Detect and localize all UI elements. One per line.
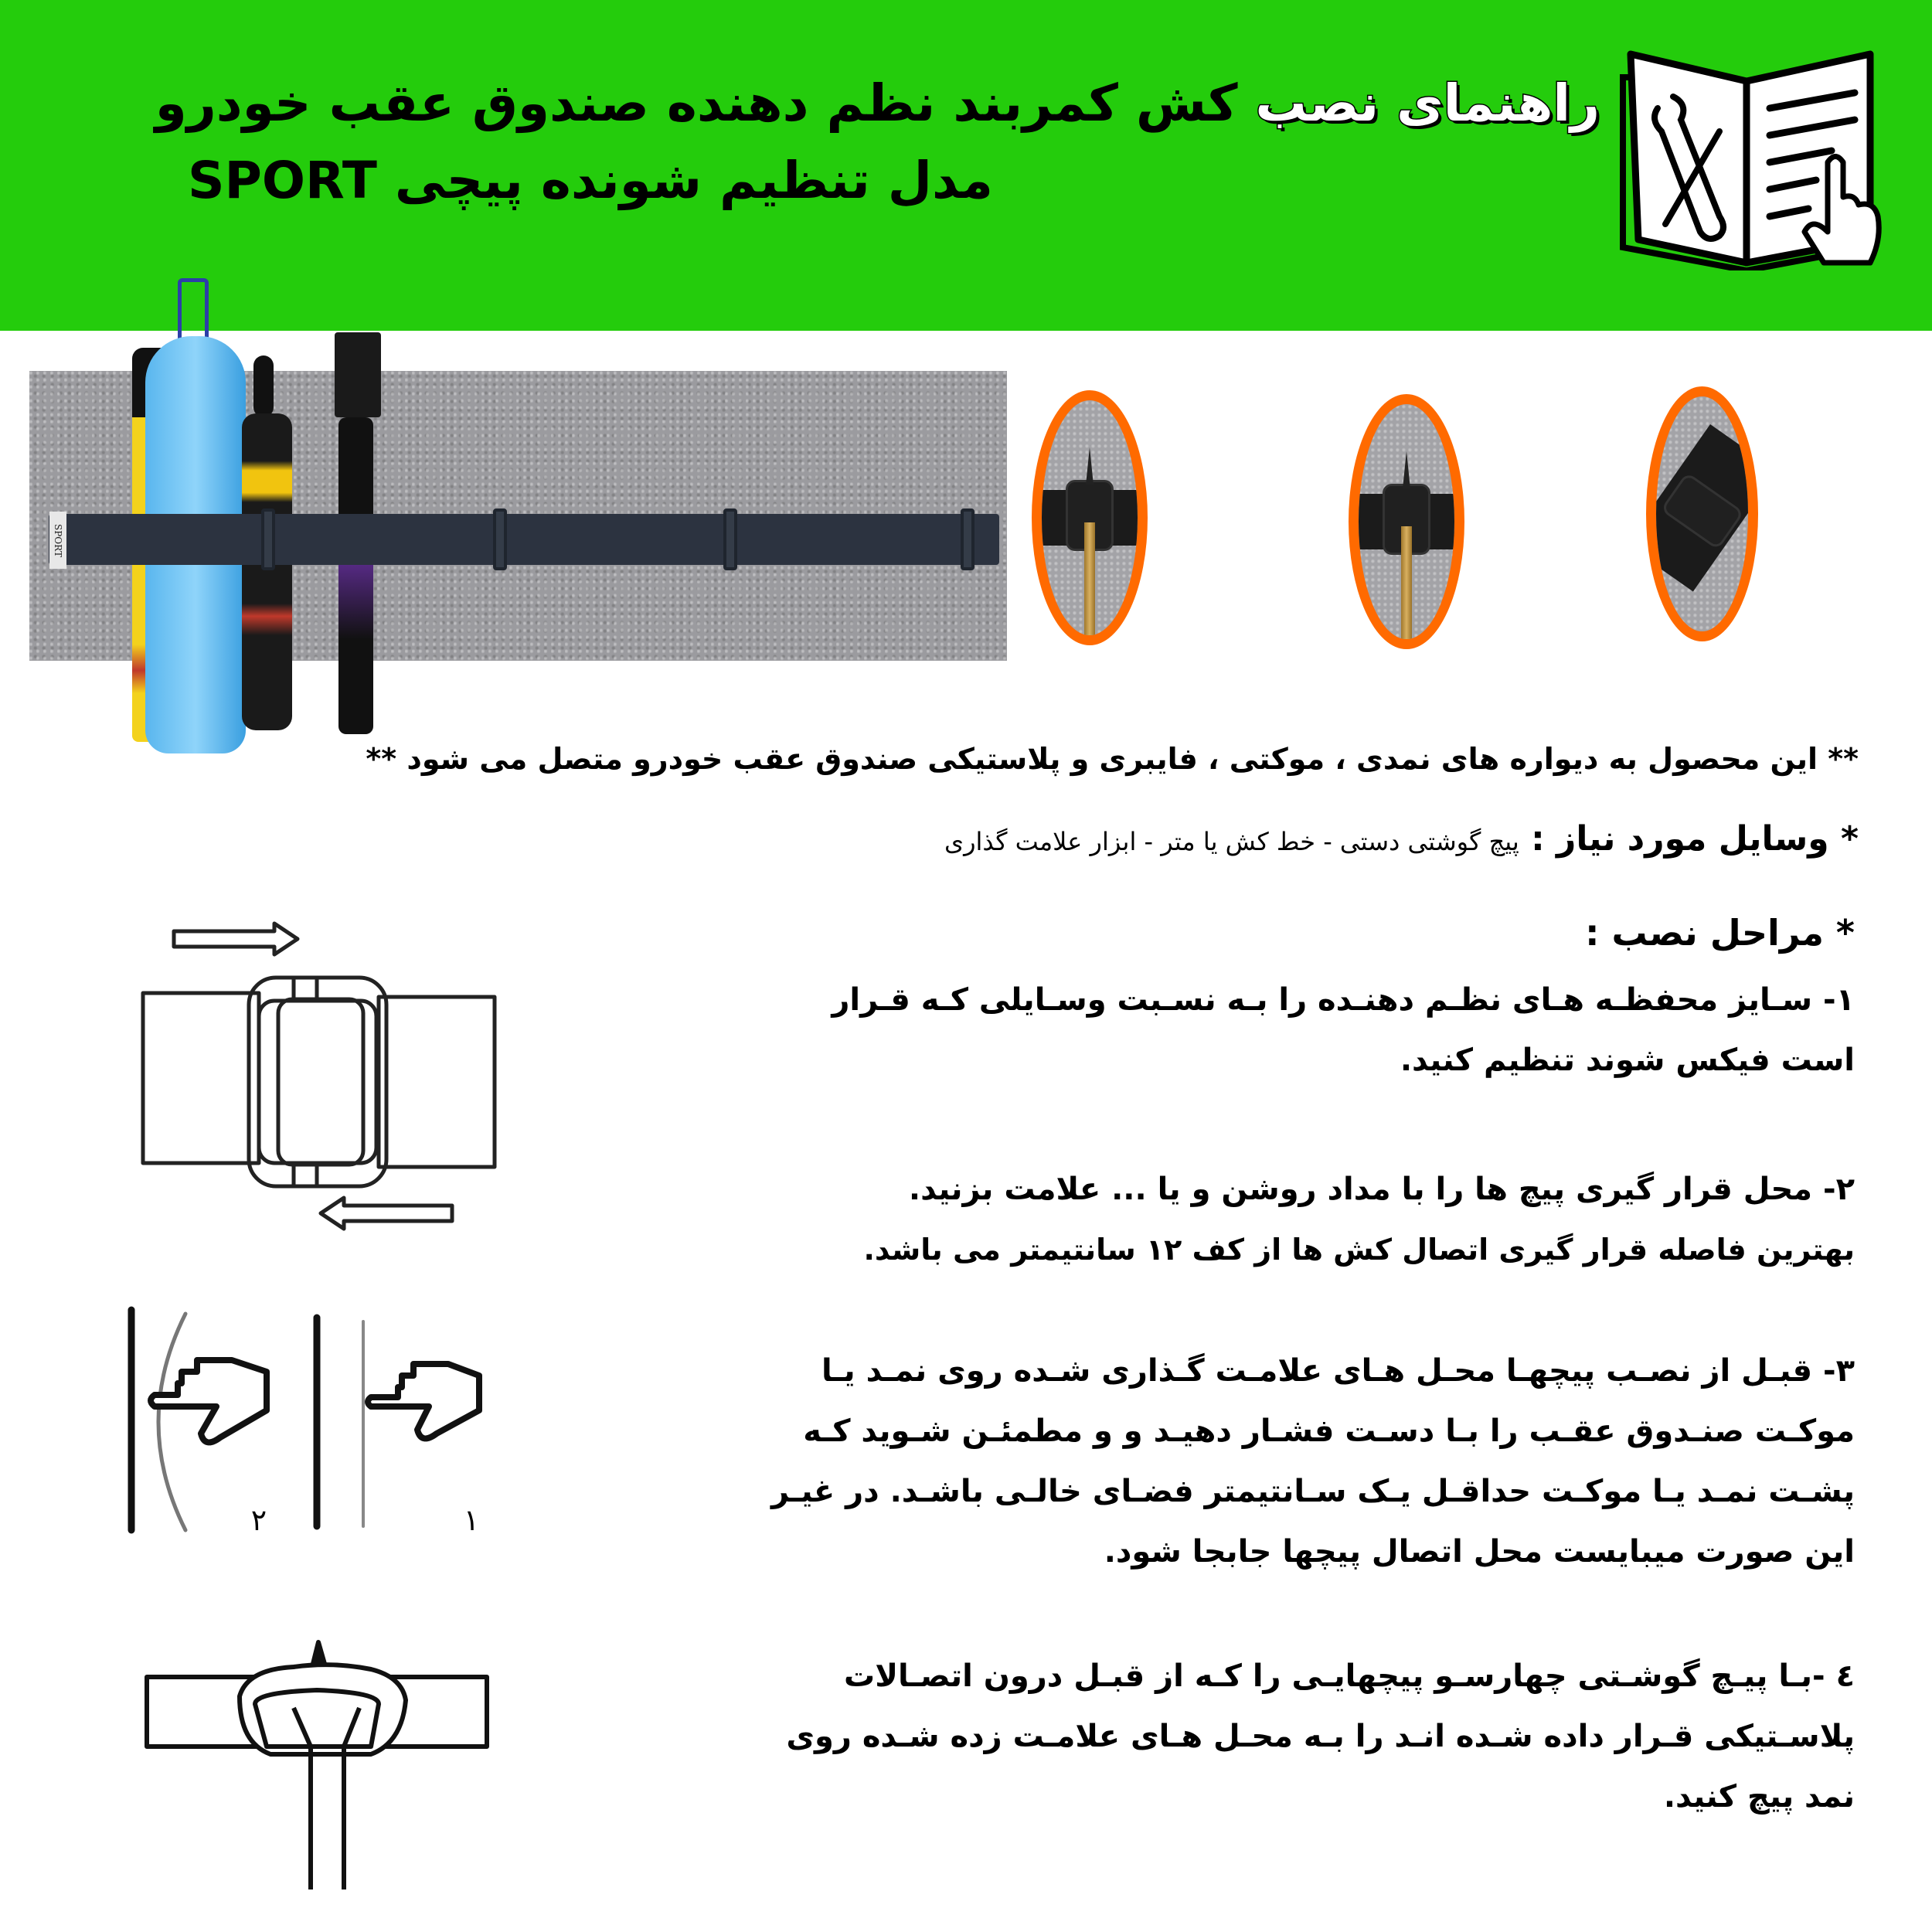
- arrow-left-icon: [321, 1198, 452, 1229]
- step-4-line: پلاسـتیکی قـرار داده شـده انـد را بـه محـل هـای علامـت زده شـده روی: [786, 1719, 1855, 1754]
- screwdriver-bit: [1401, 526, 1413, 639]
- strap-buckle: [961, 509, 975, 570]
- orange-ring: [1032, 390, 1148, 645]
- screwdriver-bit: [1084, 522, 1096, 635]
- pointing-hand-icon: [368, 1364, 479, 1438]
- manual-book-icon: [1615, 46, 1893, 270]
- screw-icon: [1086, 447, 1094, 485]
- strap-buckle: [261, 509, 275, 570]
- step-3-line: موکـت صنـدوق عقـب را بـا دسـت فشـار دهیـد و و مطمئـن شـوید کـه: [803, 1413, 1855, 1449]
- diagram-label-2: ۲: [250, 1503, 267, 1537]
- product-photo: [29, 340, 1007, 711]
- step-2-line: بهترین فاصله قرار گیری اتصال کش ها از کف ۱۲ سانتیمتر می باشد.: [863, 1233, 1855, 1267]
- step-4-line: ٤ -بـا پیـچ گوشـتی چهارسـو پیچهایـی را کـه از قبـل درون اتصـالات: [844, 1658, 1855, 1694]
- strap-buckle: [723, 509, 737, 570]
- required-tools: [944, 819, 1859, 859]
- screw-clip-diagram: [139, 1634, 502, 1897]
- step-2-line: ۲- محل قرار گیری پیچ ها را با مداد روشن و یا ... علامت بزنید.: [908, 1172, 1855, 1207]
- step-3-line: ۳- قبـل از نصـب پیچهـا محـل هـای علامـت گـذاری شـده روی نمـد یـا: [821, 1353, 1855, 1389]
- step-4: [719, 1646, 1855, 1827]
- step-4-line: نمد پیچ کنید.: [1663, 1779, 1855, 1815]
- detail-photo-2: [1349, 394, 1464, 649]
- installation-steps-title: * مراحل نصب :: [1585, 912, 1855, 954]
- header-banner: [0, 0, 1932, 331]
- strap-buckle: [493, 509, 507, 570]
- screw-icon: [1403, 451, 1410, 489]
- step-3-line: پشـت نمـد یـا موکـت حداقـل یـک سـانتیمتر فضـای خالـی باشـد. در غیـر: [770, 1474, 1855, 1509]
- page-title-line2: مدل تنظیم شونده پیچی SPORT: [188, 151, 993, 210]
- pointing-hand-icon: [151, 1360, 267, 1442]
- screw-icon: [313, 1642, 325, 1664]
- arrow-right-icon: [174, 923, 298, 954]
- step-1: [719, 970, 1855, 1090]
- title-highlight: راهنمای نصب: [1255, 73, 1600, 133]
- compatibility-note: ** این محصول به دیواره های نمدی ، موکتی ، فایبری و پلاستیکی صندوق عقب خودرو متصل می شود **: [366, 742, 1859, 776]
- step-3-line: این صورت میبایست محل اتصال پیچها جابجا شود.: [1104, 1534, 1855, 1570]
- press-test-diagram: [124, 1298, 556, 1546]
- formula1-bottle: [253, 355, 274, 417]
- title-rest: کش کمربند نظم دهنده صندوق عقب خودرو: [155, 73, 1256, 133]
- yoosh-spray-bottle: [338, 417, 373, 734]
- detail-photo-3: [1646, 386, 1758, 641]
- formula1-bottle-body: [242, 413, 292, 730]
- step-2: [719, 1159, 1855, 1280]
- buckle-adjust-diagram: [139, 920, 510, 1244]
- page-title-line1: [155, 73, 1600, 133]
- step-1-line: است فیکس شوند تنظیم کنید.: [1400, 1043, 1855, 1078]
- diagram-label-1: ۱: [463, 1503, 480, 1537]
- step-1-line: ۱- سـایز محفظـه هـای نظـم دهنـده را بـه نسـبت وسـایلی کـه قـرار: [832, 982, 1855, 1018]
- spray-trigger: [335, 332, 381, 417]
- strap-brand-tag: SPORT: [49, 512, 66, 569]
- detail-photo-1: [1032, 390, 1148, 645]
- required-tools-value: پیچ گوشتی دستی - خط کش یا متر - ابزار علامت گذاری: [944, 827, 1519, 856]
- elastic-strap: [49, 514, 999, 565]
- required-tools-label: * وسایل مورد نیاز :: [1519, 819, 1859, 859]
- orange-ring: [1349, 394, 1464, 649]
- orange-ring: [1646, 386, 1758, 641]
- step-3: [719, 1341, 1855, 1582]
